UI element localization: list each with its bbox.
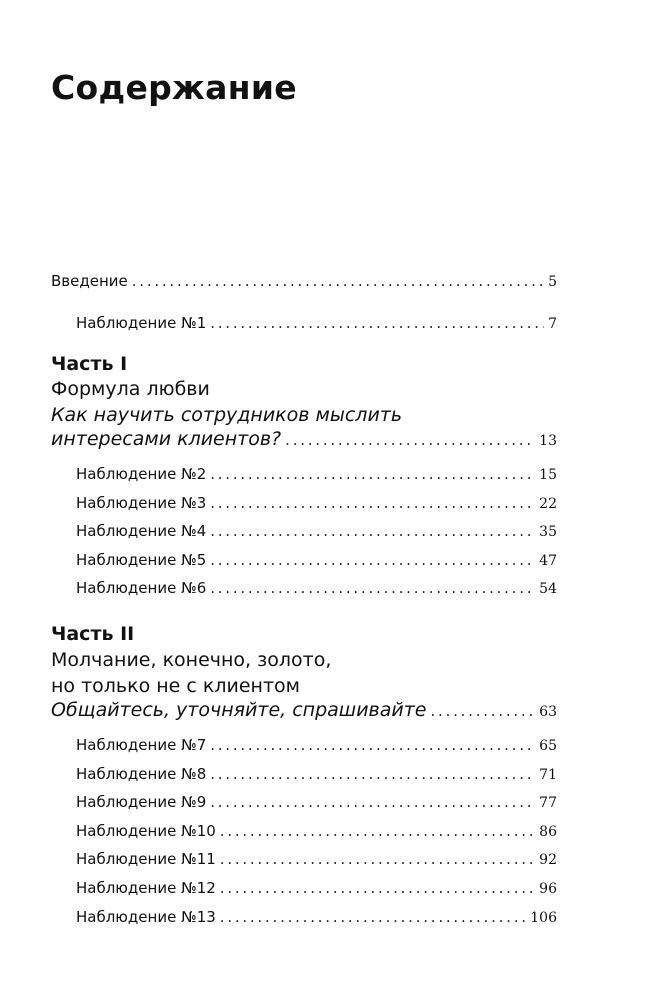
toc-entry-observation[interactable] (76, 550, 557, 570)
toc-entry-intro[interactable] (51, 271, 557, 291)
toc-page-number: 5 (548, 274, 557, 290)
toc-page-number: 92 (539, 852, 557, 869)
dot-leader (210, 493, 535, 513)
toc-page-number: 54 (539, 581, 557, 597)
toc-entry-observation[interactable] (76, 493, 557, 513)
toc-entry-label: Наблюдение №9 (76, 793, 207, 812)
part-2-heading: Часть II (51, 623, 135, 645)
part-2-name-line2: но только не с клиентом (51, 675, 301, 697)
toc-entry-part-1[interactable] (51, 429, 557, 453)
toc-entry-label: Введение (51, 272, 128, 290)
toc-page-number: 47 (539, 552, 557, 569)
dot-leader (220, 849, 535, 869)
toc-entry-label: Наблюдение №4 (76, 522, 207, 540)
toc-entry-observation[interactable] (76, 821, 557, 841)
toc-entry-label: Наблюдение №11 (76, 850, 216, 869)
toc-entry-observation[interactable] (76, 464, 557, 484)
toc-entry-label: Наблюдение №10 (76, 821, 216, 840)
toc-entry-observation[interactable] (76, 907, 557, 927)
toc-entry-label: Наблюдение №8 (76, 764, 207, 783)
dot-leader (210, 764, 535, 784)
toc-page-number: 106 (530, 909, 557, 926)
dot-leader (210, 550, 535, 570)
toc-entry-observation[interactable] (76, 764, 557, 784)
toc-page-number: 63 (539, 704, 557, 720)
part-1-subtitle-line1: Как научить сотрудников мыслить (51, 404, 403, 426)
dot-leader (132, 271, 544, 291)
toc-page-number: 65 (539, 738, 557, 754)
dot-leader (210, 578, 535, 598)
dot-leader (431, 701, 536, 721)
toc-entry-label: Наблюдение №2 (76, 465, 207, 483)
part-1-heading: Часть I (51, 353, 128, 375)
dot-leader (210, 792, 535, 812)
toc-page-number: 96 (539, 881, 557, 897)
dot-leader (210, 313, 544, 333)
toc-page-number: 13 (539, 433, 557, 449)
toc-page-number: 22 (539, 495, 557, 512)
dot-leader (220, 821, 535, 841)
dot-leader (285, 430, 535, 450)
toc-entry-part-2[interactable] (51, 700, 557, 724)
dot-leader (220, 878, 535, 898)
toc-entry-observation[interactable] (76, 792, 557, 812)
toc-entry-observation[interactable] (76, 521, 557, 541)
toc-page-number: 77 (539, 795, 557, 812)
toc-page-number: 7 (548, 316, 557, 332)
toc-entry-label: Наблюдение №1 (76, 314, 207, 332)
toc-page-number: 35 (539, 524, 557, 540)
part-1-name: Формула любви (51, 378, 210, 400)
toc-entry-label: Наблюдение №12 (76, 879, 216, 897)
part-2-name-line1: Молчание, конечно, золото, (51, 649, 332, 671)
part-2-subtitle: Общайтесь, уточняйте, спрашивайте (51, 699, 427, 721)
dot-leader (210, 464, 535, 484)
toc-entry-label: Наблюдение №5 (76, 550, 207, 569)
toc-entry-label: Наблюдение №7 (76, 736, 207, 754)
dot-leader (210, 521, 535, 541)
toc-entry-label: Наблюдение №6 (76, 579, 207, 597)
toc-entry-label: Наблюдение №13 (76, 907, 216, 926)
toc-entry-observation[interactable] (76, 878, 557, 898)
part-1-subtitle-line2: интересами клиентов? (51, 428, 282, 450)
toc-entry-label: Наблюдение №3 (76, 493, 207, 512)
toc-page-number: 86 (539, 823, 557, 840)
dot-leader (210, 735, 535, 755)
toc-entry-observation[interactable] (76, 578, 557, 598)
dot-leader (220, 907, 526, 927)
toc-entry-observation-1[interactable] (76, 313, 557, 333)
toc-entry-observation[interactable] (76, 735, 557, 755)
toc-page-number: 71 (539, 766, 557, 783)
toc-page-number: 15 (539, 467, 557, 483)
page-title: Содержание (51, 68, 297, 107)
toc-entry-observation[interactable] (76, 849, 557, 869)
